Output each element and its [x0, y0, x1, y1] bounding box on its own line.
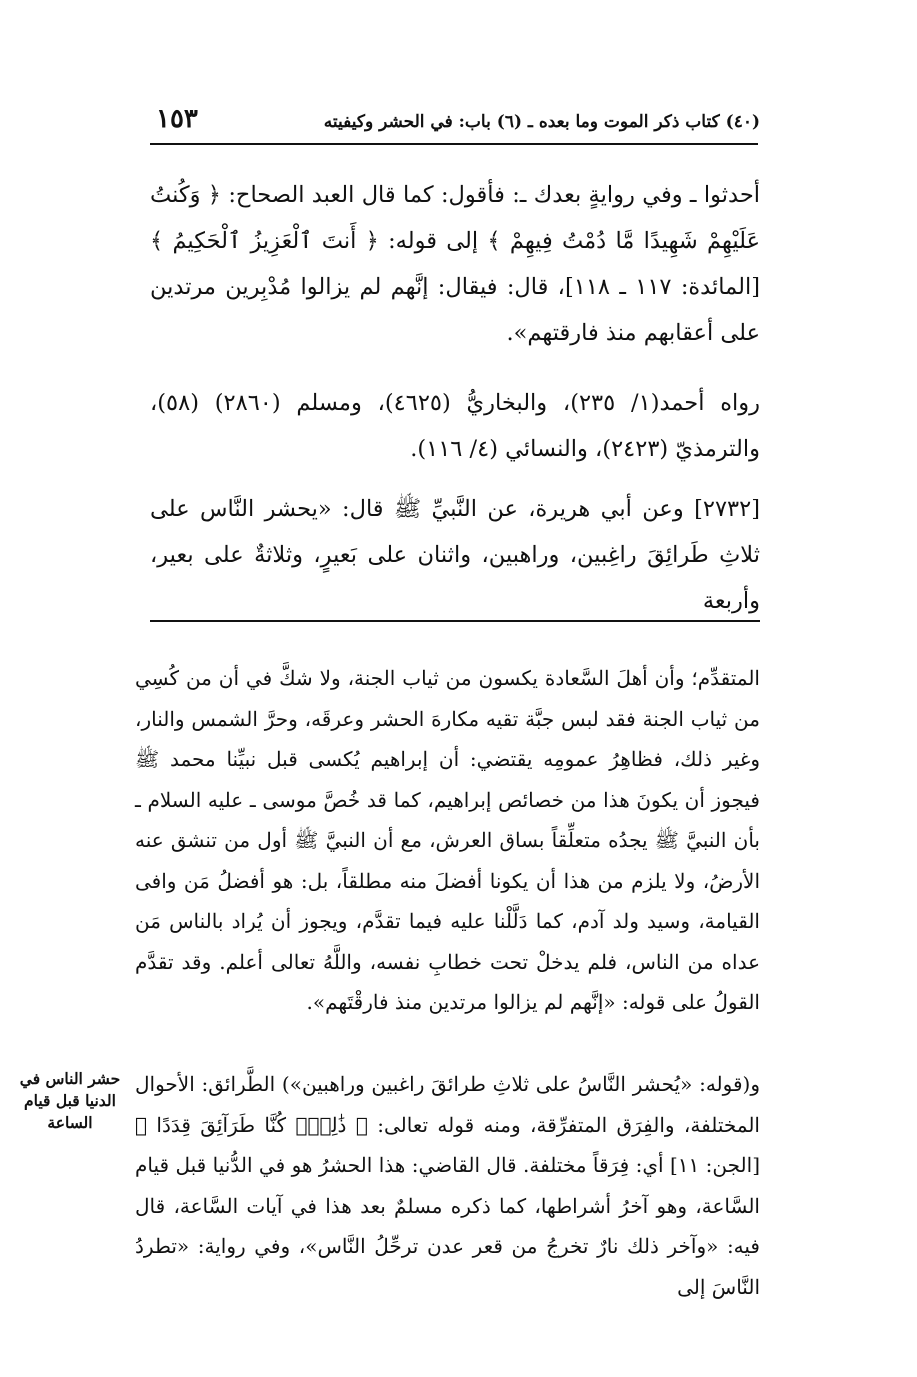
section-divider: [150, 620, 760, 622]
page-header: [150, 100, 760, 140]
hadith-reference-paragraph: رواه أحمد(١/ ٢٣٥)، والبخاريُّ (٤٦٢٥)، ومسلم (٢٨٦٠) (٥٨)، والترمذيّ (٢٤٢٣)، والنسائي (٤/ ١١٦).: [150, 390, 760, 462]
margin-note: حشر الناس في الدنيا قبل قيام الساعة: [19, 1069, 121, 1132]
page-number: ١٥٣: [156, 104, 198, 134]
header-rule: [150, 143, 758, 145]
hadith-text-paragraph: أحدثوا ـ وفي روايةٍ بعدك ـ: فأقول: كما قال العبد الصحاح: ﴿ وَكُنتُ عَلَيْهِمْ شَهِيدًا مَّا دُمْتُ فِيهِمْ ﴾ إلى قوله: ﴿ أَنتَ ٱلْعَزِيزُ ٱلْحَكِيمُ ﴾ [المائدة: ١١٧ ـ ١١٨]، قال: فيقال: إنَّهم لم يزالوا مُدْبِرين مرتدين على أعقابهم منذ فارقتهم».: [150, 182, 761, 346]
commentary-paragraph: المتقدِّم؛ وأن أهلَ السَّعادة يكسون من ثياب الجنة، ولا شكَّ في أن من كُسِي من ثياب الجنة فقد لبس جبَّة تقيه مكارهَ الحشر وعرقَه، وحرَّ الشمس والنار، وغير ذلك، فظاهِرُ عمومِه يقتضي: أن إبراهيم يُكسى قبل نبيِّنا محمد ﷺ فيجوز أن يكونَ هذا من خصائص إبراهيم، كما قد خُصَّ موسى ـ عليه السلام ـ بأن النبيَّ ﷺ يجدُه متعلِّقاً بساق العرش، مع أن النبيَّ ﷺ أول من تنشق عنه الأرضُ، ولا يلزم من هذا أن يكونا أفضلَ منه مطلقاً، بل: هو أفضلُ مَن وافى القيامة، وسيد ولد آدم، كما دَلَّلْنا عليه فيما تقدَّم، ويجوز أن يُراد بالناس مَن عداه من الناس، فلم يدخلْ تحت خطابِ نفسه، واللَّهُ تعالى أعلم. وقد تقدَّم القولُ على قوله: «إنَّهم لم يزالوا مرتدين منذ فارقْتَهم».: [135, 666, 760, 1014]
commentary-paragraph: و(قوله: «يُحشر النَّاسُ على ثلاثِ طرائقَ راغبين وراهبين») الطَّرائق: الأحوال المختلفة، والفِرَق المتفرِّقة، ومنه قوله تعالى: ﴿ ذَٰلِكَۖ كُنَّا طَرَآئِقَ قِدَدًا ﴾ [الجن: ١١] أي: فِرَقاً مختلفة. قال القاضي: هذا الحشرُ هو في الدُّنيا قبل قيام السَّاعة، وهو آخرُ أشراطها، كما ذكره مسلمٌ بعد هذا في آيات السَّاعة، قال فيه: «وآخر ذلك نارٌ تخرجُ من قعر عدن ترحِّلُ النَّاس»، وفي رواية: «تطردُ النَّاسَ إلى: [135, 1072, 760, 1299]
running-head: (٤٠) كتاب ذكر الموت وما بعده ـ (٦) باب: في الحشر وكيفيته: [323, 112, 760, 132]
hadith-2732-paragraph: [٢٧٣٢] وعن أبي هريرة، عن النَّبيِّ ﷺ قال: «يحشر النَّاس على ثلاثِ طَرائِقَ راغِبين، وراهبين، واثنان على بَعيرٍ، وثلاثةٌ على بعير، وأربعة: [150, 496, 760, 614]
